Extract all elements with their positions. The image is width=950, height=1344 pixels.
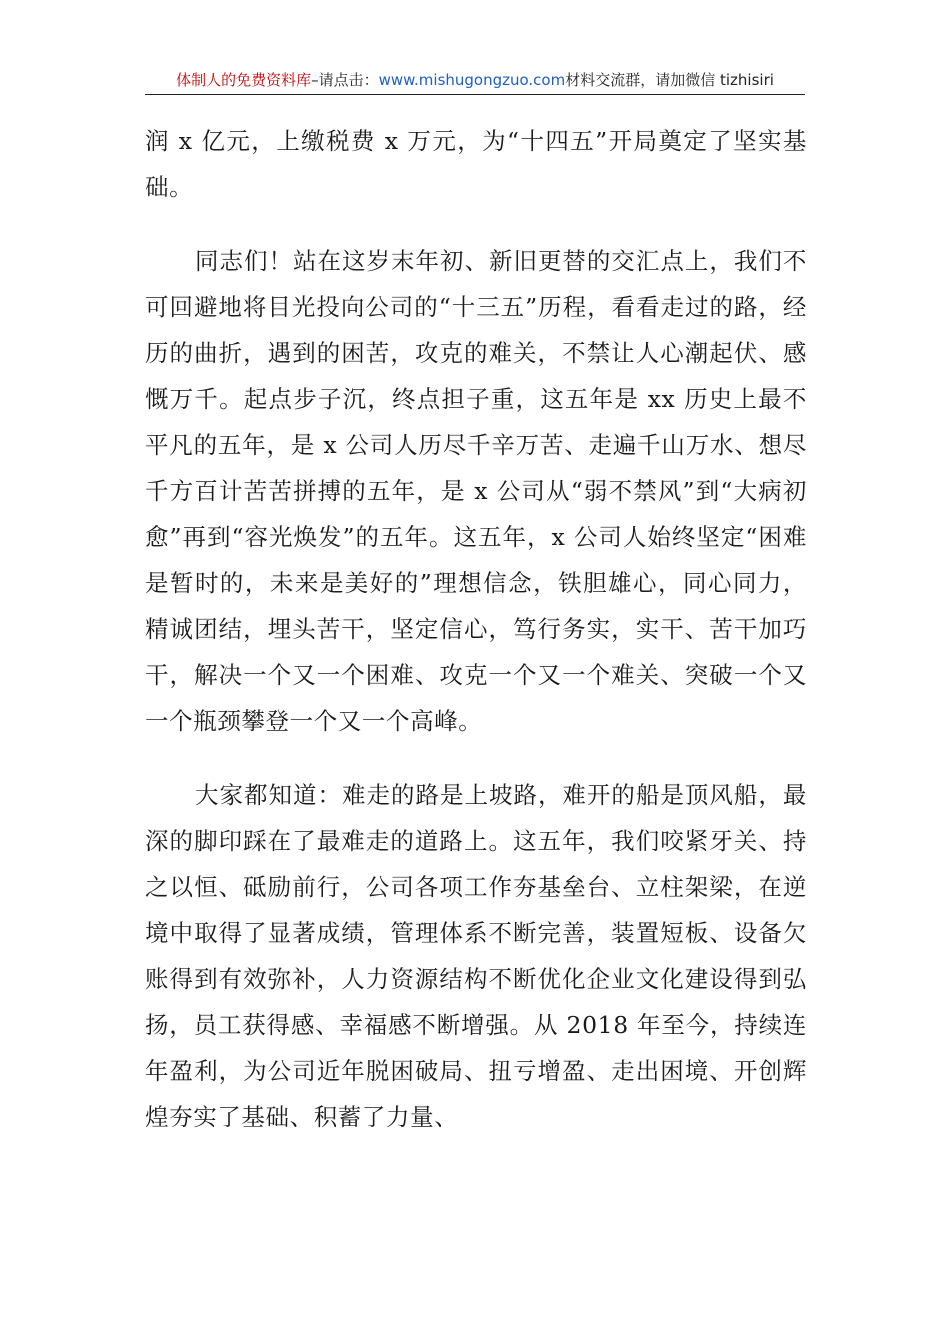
header-brand: 体制人的免费资料库: [176, 71, 312, 89]
header-link[interactable]: www.mishugongzuo.com: [378, 71, 566, 89]
paragraph: 大家都知道：难走的路是上坡路，难开的船是顶风船，最深的脚印踩在了最难走的道路上。这五年，我们咬紧牙关、持之以恒、砥励前行，公司各项工作夯基垒台、立柱架梁，在逆境中取得了显著成绩，管理体系不断完善，装置短板、设备欠账得到有效弥补，人力资源结构不断优化企业文化建设得到弘扬，员工获得感、幸福感不断增强。从 2018 年至今，持续连年盈利，为公司近年脱困破局、扭亏增盈、走出困境、开创辉煌夯实了基础、积蓄了力量、: [145, 781, 807, 1131]
header-contact: 材料交流群，请加微信 tizhisiri: [565, 71, 774, 89]
document-body: [145, 118, 807, 1140]
header-prompt: –请点击：: [311, 71, 379, 89]
paragraph-continued: 润 x 亿元，上缴税费 x 万元，为“十四五”开局奠定了坚实基础。: [145, 127, 807, 201]
page-header: [145, 66, 805, 95]
paragraph: 同志们！站在这岁末年初、新旧更替的交汇点上，我们不可回避地将目光投向公司的“十三五”历程，看看走过的路，经历的曲折，遇到的困苦，攻克的难关，不禁让人心潮起伏、感慨万千。起点步子沉，终点担子重，这五年是 xx 历史上最不平凡的五年，是 x 公司人历尽千辛万苦、走遍千山万水、想尽千方百计苦苦拼搏的五年，是 x 公司从“弱不禁风”到“大病初愈”再到“容光焕发”的五年。这五年，x 公司人始终坚定“困难是暂时的，未来是美好的”理想信念，铁胆雄心，同心同力，精诚团结，埋头苦干，坚定信心，笃行务实，实干、苦干加巧干，解决一个又一个困难、攻克一个又一个难关、突破一个又一个瓶颈攀登一个又一个高峰。: [145, 247, 807, 735]
